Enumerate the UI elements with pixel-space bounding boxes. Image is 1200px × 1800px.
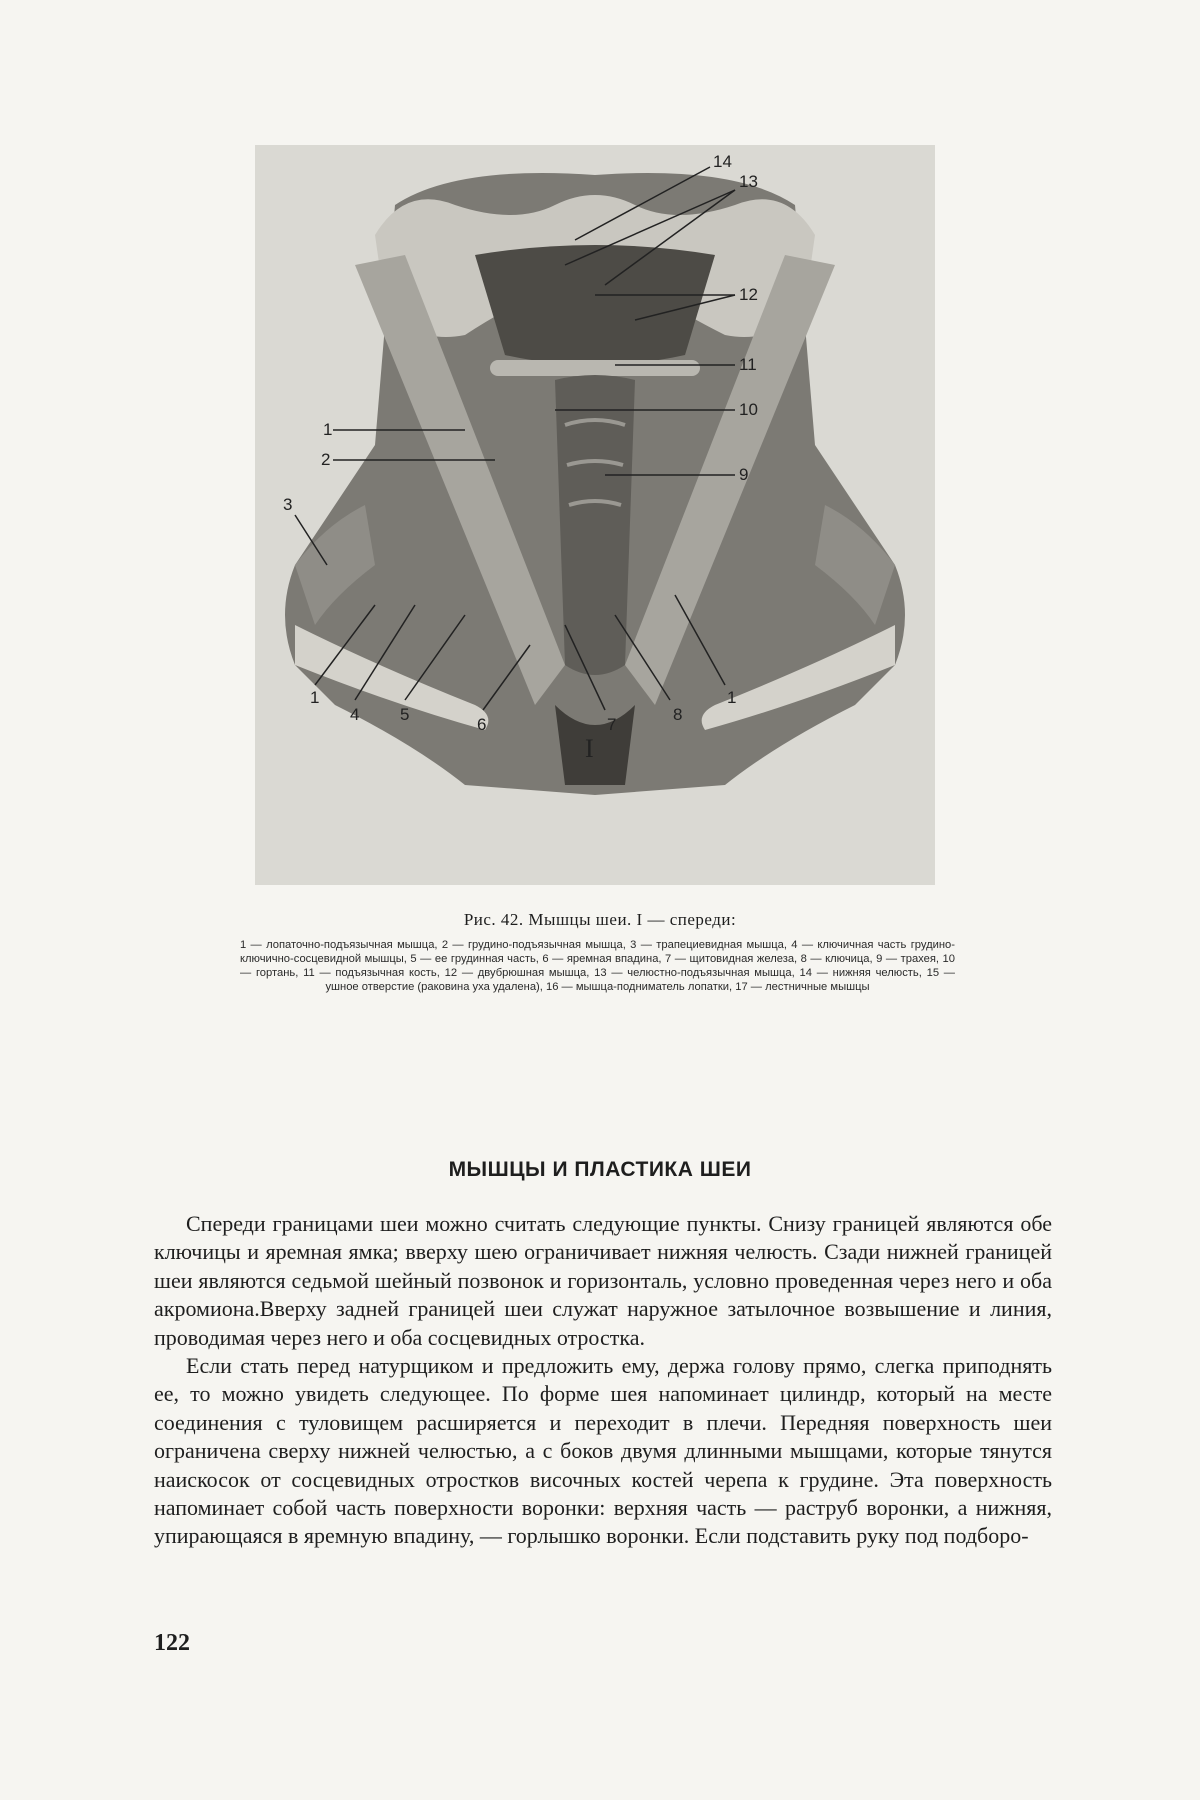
section-heading: МЫШЦЫ И ПЛАСТИКА ШЕИ bbox=[448, 1158, 752, 1181]
callout-label: 9 bbox=[739, 465, 749, 484]
page-number: 122 bbox=[154, 1630, 190, 1656]
callout-label: 8 bbox=[673, 705, 683, 724]
callout-label: 3 bbox=[283, 495, 293, 514]
anatomical-illustration bbox=[255, 145, 935, 885]
callout-label: 4 bbox=[350, 705, 360, 724]
figure-numeral: I bbox=[585, 734, 594, 763]
neck-muscles-drawing bbox=[255, 145, 935, 885]
callout-label: 1 bbox=[727, 688, 737, 707]
callout-label: 13 bbox=[739, 172, 758, 191]
figure-caption-title: Рис. 42. Мышцы шеи. I — спереди: bbox=[463, 910, 737, 929]
paragraph: Спереди границами шеи можно считать следующие пункты. Снизу границей являются обе ключицы и яремная ямка; вверху шею ограничивает нижняя челюсть. Сзади нижней границей шеи являются седьмой шейный позвонок и горизонталь, условно проведенная через него и оба акромиона.Вверху задней границей шеи служат наружное затылочное возвышение и линия, проводимая через него и оба сосцевидных отростка. bbox=[154, 1211, 1052, 1350]
callout-label: 12 bbox=[739, 285, 758, 304]
paragraph: Если стать перед натурщиком и предложить ему, держа голову прямо, слегка приподнять ее, то можно увидеть следующее. По форме шея напоминает цилиндр, который на месте соединения с туловищем расширяется и переходит в плечи. Передняя поверхность шеи ограничена сверху нижней челюстью, а с боков двумя длинными мышцами, которые тянутся наискосок от сосцевидных отростков височных костей черепа к грудине. Эта поверхность напоминает собой часть поверхности воронки: верхняя часть — раструб воронки, а нижняя, упирающаяся в яремную впадину, — горлышко воронки. Если подставить руку под подборо- bbox=[154, 1353, 1052, 1549]
figure-caption-legend: 1 — лопаточно-подъязычная мышца, 2 — грудино-подъязычная мышца, 3 — трапециевидная мышца, 4 — ключичная часть грудино-ключично-сосцевидной мышцы, 5 — ее грудинная часть, 6 — яремная впадина, 7 — щитовидная железа, 8 — ключица, 9 — трахея, 10 — гортань, 11 — подъязычная кость, 12 — двубрюшная мышца, 13 — челюстно-подъязычная мышца, 14 — нижняя челюсть, 15 — ушное отверстие (раковина уха удалена), 16 — мышца-подниматель лопатки, 17 — лестничные мышцы bbox=[240, 939, 955, 993]
body-text bbox=[154, 1210, 1052, 1551]
callout-label: 7 bbox=[607, 715, 617, 734]
callout-label: 5 bbox=[400, 705, 410, 724]
callout-label: 11 bbox=[739, 355, 757, 374]
callout-label: 2 bbox=[321, 450, 331, 469]
callout-label: 6 bbox=[477, 715, 487, 734]
callout-label: 1 bbox=[323, 420, 333, 439]
callout-label: 1 bbox=[310, 688, 320, 707]
callout-label: 14 bbox=[713, 152, 732, 171]
callout-label: 10 bbox=[739, 400, 758, 419]
